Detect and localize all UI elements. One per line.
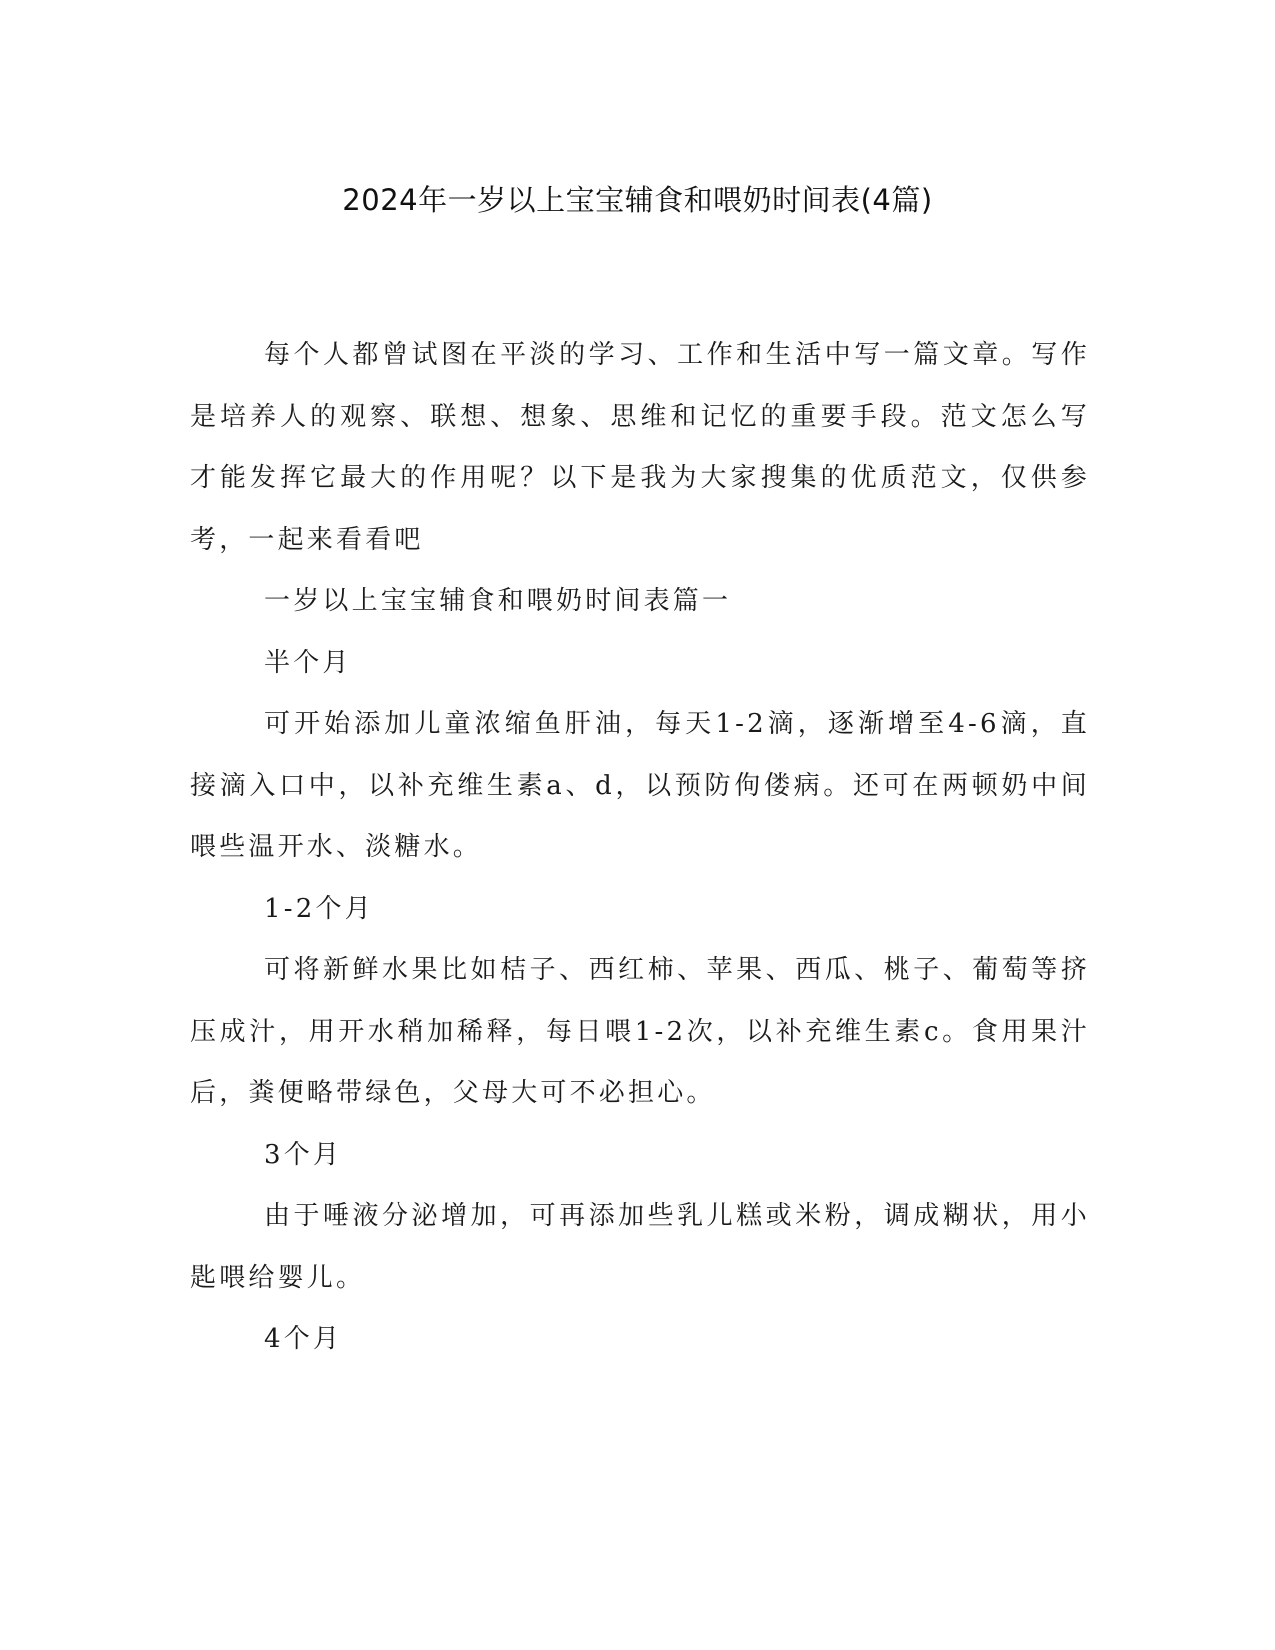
subheading-half-month: 半个月	[264, 647, 352, 678]
subheading-3-months: 3个月	[264, 1139, 343, 1170]
intro-paragraph: 每个人都曾试图在平淡的学习、工作和生活中写一篇文章。写作是培养人的观察、联想、想象、思维和记忆的重要手段。范文怎么写才能发挥它最大的作用呢？以下是我为大家搜集的优质范文，仅供参考，一起来看看吧	[190, 340, 1090, 555]
section-heading: 一岁以上宝宝辅食和喂奶时间表篇一	[264, 586, 732, 616]
document-body	[190, 325, 1090, 1371]
paragraph-3-months: 由于唾液分泌增加，可再添加些乳儿糕或米粉，调成糊状，用小匙喂给婴儿。	[190, 1201, 1090, 1293]
paragraph-half-month: 可开始添加儿童浓缩鱼肝油，每天1-2滴，逐渐增至4-6滴，直接滴入口中，以补充维生素a、d，以预防佝偻病。还可在两顿奶中间喂些温开水、淡糖水。	[190, 709, 1090, 862]
paragraph-1-2-months: 可将新鲜水果比如桔子、西红柿、苹果、西瓜、桃子、葡萄等挤压成汁，用开水稍加稀释，每日喂1-2次，以补充维生素c。食用果汁后，粪便略带绿色，父母大可不必担心。	[190, 955, 1090, 1108]
subheading-4-months: 4个月	[264, 1324, 343, 1354]
subheading-1-2-months: 1-2个月	[264, 893, 374, 924]
document-title: 2024年一岁以上宝宝辅食和喂奶时间表(4篇)	[342, 183, 933, 217]
